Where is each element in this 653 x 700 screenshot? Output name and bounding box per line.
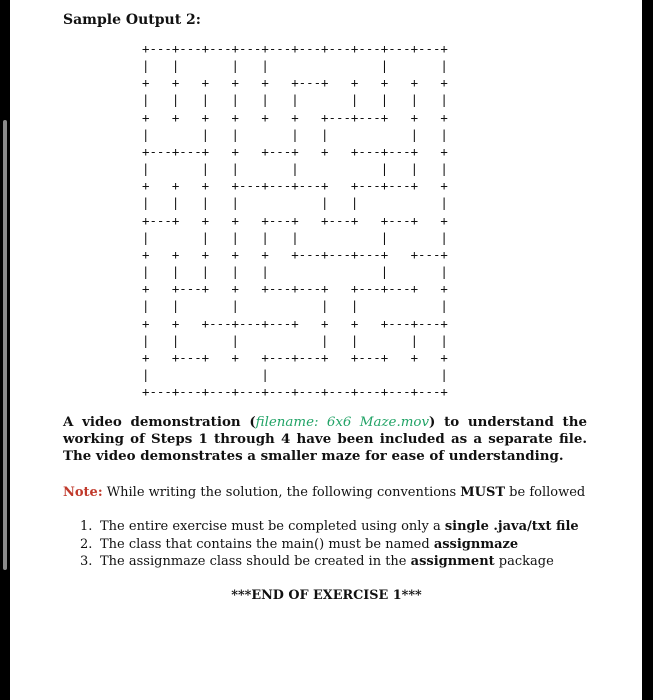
note-paragraph: [63, 484, 603, 501]
list-after: package: [494, 554, 554, 570]
maze-ascii-output: +---+---+---+---+---+---+---+---+---+---+ | | | | | | + + + + + +---+ + + + + | | | | | | | | | | + + + + + + +---+---+ + + | | | | | | | +---+---+ + +---+ + +---+---+ + | | | | | | | + + + +---+---+---+ +---+---+ + | | | | | | | +---+ + + +---+ +---+ +---+ + | | | | | | | + + + + + +---+---+---+ +---+ | | | | | | | + +---+ + +---+---+ +---+---+ + | | | | | | + + +---+---+---+ + + +---+---+ | | | | | | | + +---+ + +---+---+ +---+ + + | | | +---+---+---+---+---+---+---+---+---+---+: [142, 41, 448, 400]
list-bold: assignmaze: [433, 536, 519, 552]
video-filename: filename: 6x6 Maze.mov: [255, 415, 430, 430]
list-bold: assignment: [410, 554, 495, 570]
list-number: 3.: [80, 554, 93, 570]
note-text-after: be followed: [505, 485, 586, 500]
scrollbar[interactable]: [3, 120, 7, 570]
end-of-exercise: ***END OF EXERCISE 1***: [231, 588, 422, 603]
list-item: [80, 553, 579, 571]
list-text: The class that contains the main() must be named: [100, 536, 434, 552]
list-item: [80, 536, 579, 554]
list-number: 2.: [80, 536, 93, 552]
list-number: 1.: [80, 519, 93, 534]
video-paragraph: [63, 414, 587, 465]
section-heading: Sample Output 2:: [63, 12, 201, 28]
para-text-after: ) to understand the working of Steps 1 through 4 have been included as a separate file. The video demonstrates a smaller maze for ease of understanding.: [63, 414, 587, 464]
conventions-list: [80, 518, 579, 571]
note-text-before: While writing the solution, the following conventions: [102, 485, 461, 500]
note-must: MUST: [460, 485, 506, 500]
list-text: The entire exercise must be completed using only a: [100, 519, 445, 534]
list-text: The assignmaze class should be created in the: [100, 554, 411, 570]
para-text-before: A video demonstration (: [63, 414, 256, 430]
list-item: [80, 518, 579, 536]
list-bold: single .java/txt file: [444, 519, 579, 534]
note-label: Note:: [63, 485, 103, 500]
